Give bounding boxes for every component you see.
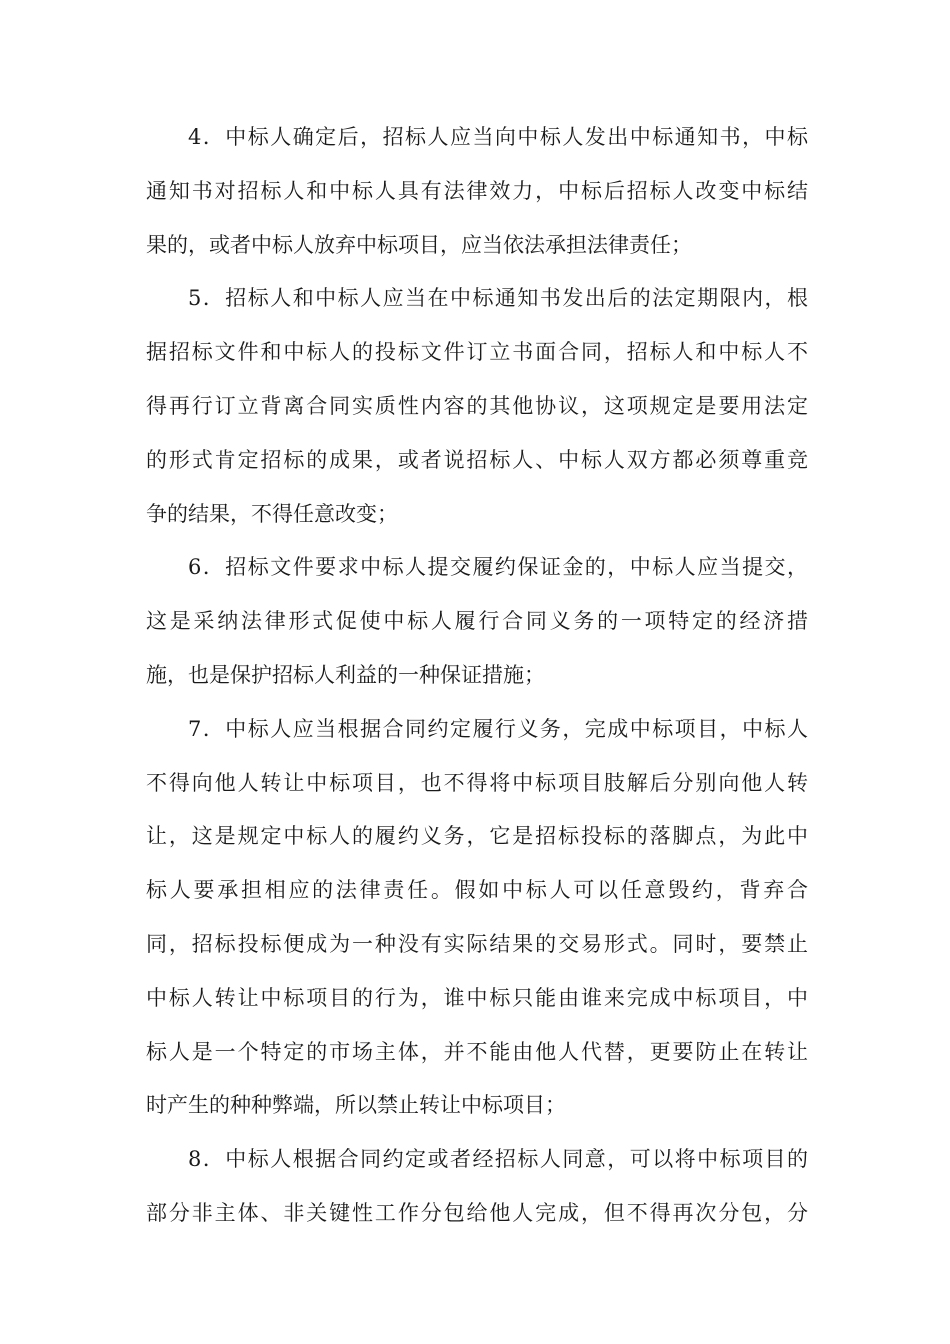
text-line: 的形式肯定招标的成果，或者说招标人、中标人双方都必须尊重竞 — [146, 447, 808, 472]
text-line: 施，也是保护招标人利益的一种保证措施； — [146, 662, 545, 687]
text-line: 5．招标人和中标人应当在中标通知书发出后的法定期限内，根 — [188, 286, 808, 311]
text-line: 中标人转让中标项目的行为，谁中标只能由谁来完成中标项目，中 — [146, 985, 808, 1010]
paragraph-6 — [146, 547, 808, 708]
text-line: 标人要承担相应的法律责任。假如中标人可以任意毁约，背弃合 — [146, 878, 808, 903]
text-line: 同，招标投标便成为一种没有实际结果的交易形式。同时，要禁止 — [146, 931, 808, 956]
text-line: 标人是一个特定的市场主体，并不能由他人代替，更要防止在转让 — [146, 1039, 808, 1064]
text-line: 得再行订立背离合同实质性内容的其他协议，这项规定是要用法定 — [146, 393, 808, 418]
text-line: 这是采纳法律形式促使中标人履行合同义务的一项特定的经济措 — [146, 609, 808, 634]
text-line: 据招标文件和中标人的投标文件订立书面合同，招标人和中标人不 — [146, 340, 808, 365]
text-line: 8．中标人根据合同约定或者经招标人同意，可以将中标项目的 — [188, 1147, 808, 1172]
text-line: 部分非主体、非关键性工作分包给他人完成，但不得再次分包，分 — [146, 1200, 808, 1225]
paragraph-7 — [146, 709, 808, 1139]
text-line: 7．中标人应当根据合同约定履行义务，完成中标项目，中标人 — [188, 716, 808, 741]
text-line: 4．中标人确定后，招标人应当向中标人发出中标通知书，中标 — [188, 125, 808, 149]
text-line: 让，这是规定中标人的履约义务，它是招标投标的落脚点，为此中 — [146, 824, 808, 849]
text-line: 6．招标文件要求中标人提交履约保证金的，中标人应当提交， — [188, 555, 808, 580]
text-line: 时产生的种种弊端，所以禁止转让中标项目； — [146, 1093, 566, 1118]
paragraph-8 — [146, 1139, 808, 1247]
document-body — [146, 117, 808, 1247]
paragraph-5 — [146, 278, 808, 547]
text-line: 果的，或者中标人放弃中标项目，应当依法承担法律责任； — [146, 232, 692, 257]
text-line: 争的结果，不得任意改变； — [146, 501, 398, 526]
text-line: 通知书对招标人和中标人具有法律效力，中标后招标人改变中标结 — [146, 178, 808, 203]
text-line: 不得向他人转让中标项目，也不得将中标项目肢解后分别向他人转 — [146, 770, 808, 795]
paragraph-4 — [146, 117, 808, 278]
